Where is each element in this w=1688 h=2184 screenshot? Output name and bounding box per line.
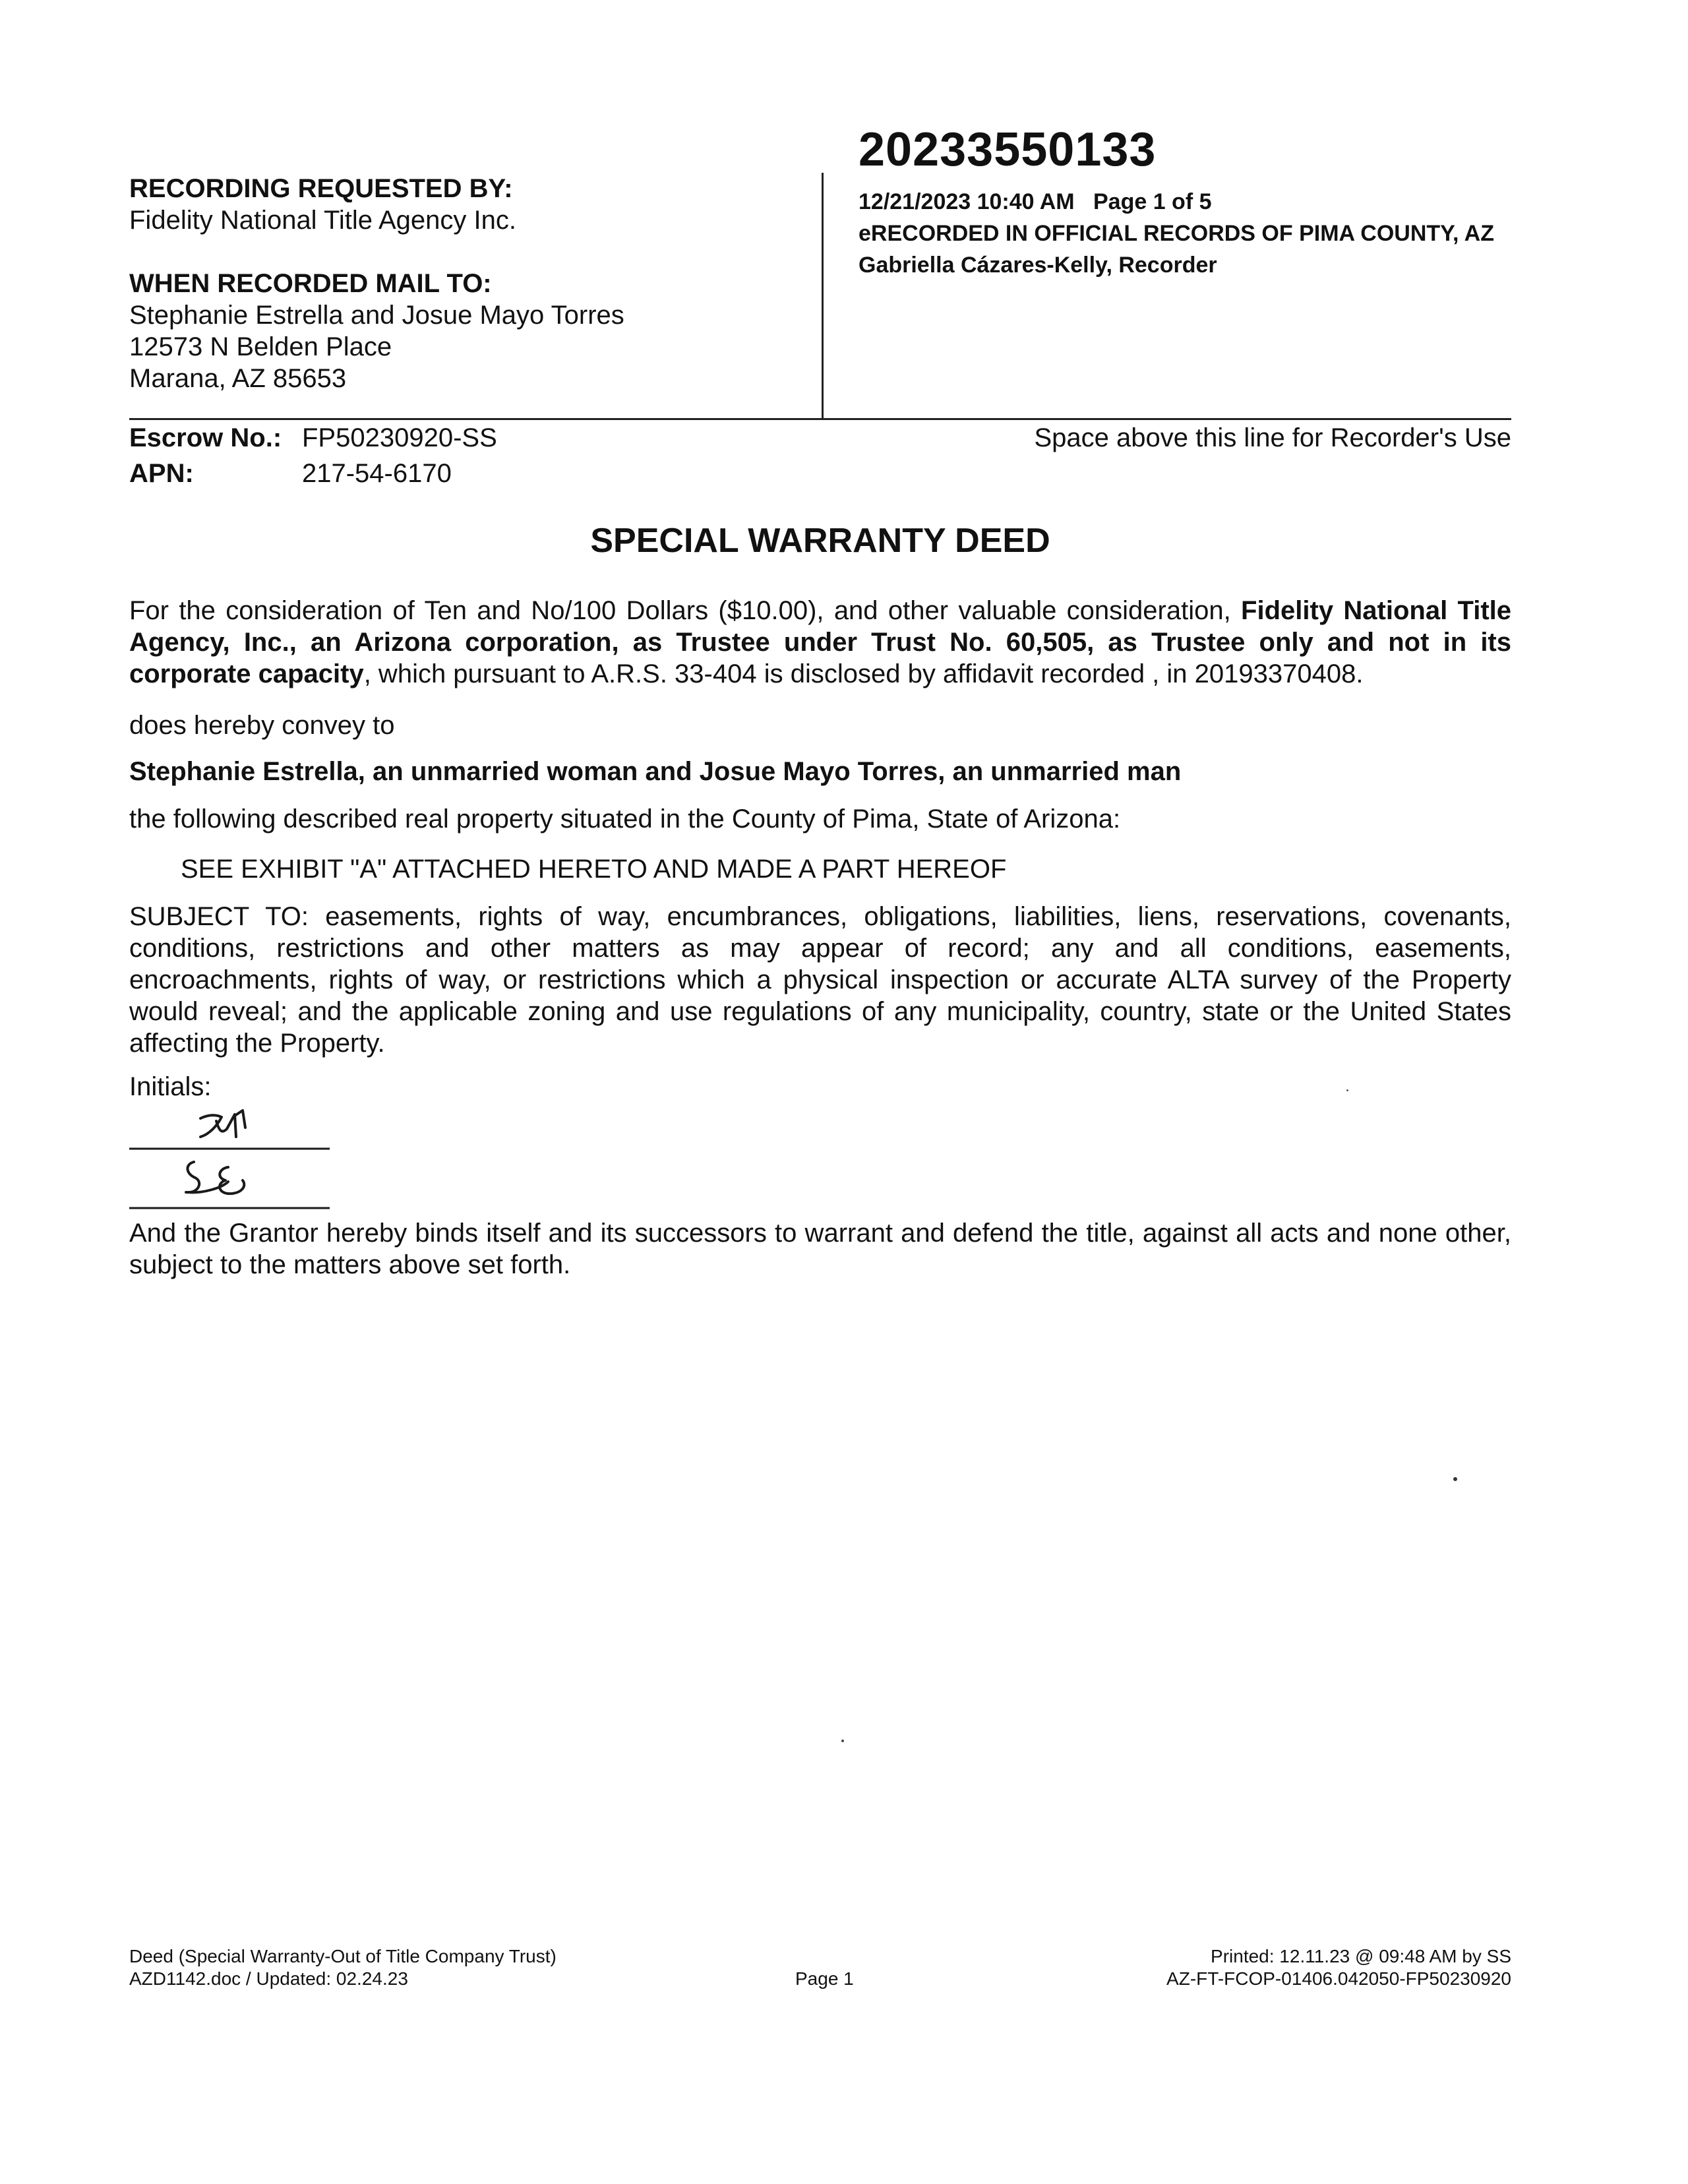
consideration-paragraph [129,595,1511,690]
consideration-text-2: , which pursuant to A.R.S. 33-404 is disclosed by affidavit recorded , in 20193370408. [363,659,1364,688]
footer-form-name: Deed (Special Warranty-Out of Title Company Trust) [129,1946,557,1966]
apn-row [129,458,452,489]
deed-title: SPECIAL WARRANTY DEED [590,522,1050,560]
recording-requested-label: RECORDING REQUESTED BY: [129,174,513,203]
convey-line: does hereby convey to [129,711,395,740]
scan-speck [1453,1477,1457,1481]
record-page-info: Page 1 of 5 [1093,189,1212,214]
mail-to-label: WHEN RECORDED MAIL TO: [129,269,492,298]
footer-left [129,1945,557,1990]
header-divider-vertical [822,173,824,419]
grantees: Stephanie Estrella, an unmarried woman and Josue Mayo Torres, an unmarried man [129,757,1182,786]
recording-stamp [859,186,1584,281]
escrow-number: FP50230920-SS [302,423,497,452]
apn-label: APN: [129,459,194,488]
recording-requested-value: Fidelity National Title Agency Inc. [129,206,516,235]
recording-requested-block [129,173,789,236]
warranty-paragraph: And the Grantor hereby binds itself and its successors to warrant and defend the title, against all acts and none other, subject to the matters above set forth. [129,1219,1511,1279]
footer-file-code: AZ-FT-FCOP-01406.042050-FP50230920 [1166,1968,1511,1989]
subject-to-paragraph: SUBJECT TO: easements, rights of way, encumbrances, obligations, liabilities, liens, reservations, covenants, conditions, restrictions and other matters as may appear of record; any and all conditions, easements, encroachments, rights of way, or restrictions which a physical inspection or accurate ALTA survey of the Property would reveal; and the applicable zoning and use regulations of any municipality, country, state or the United States affecting the Property. [129,902,1511,1058]
escrow-row [129,422,497,454]
exhibit-reference: SEE EXHIBIT "A" ATTACHED HERETO AND MADE A PART HEREOF [181,855,1007,884]
footer-page: Page 1 [795,1968,854,1989]
initials-signatures [129,1101,340,1213]
footer-right [1166,1945,1511,1990]
document-number: 20233550133 [859,123,1157,176]
scan-speck [1346,1089,1348,1091]
mail-to-street: 12573 N Belden Place [129,332,392,361]
grantor-name: Fidelity National Title Agency, Inc., an Arizona corporation, as Trustee under Trust No. 60,505, as Trustee only and not in its corporate capacity [129,596,1511,688]
scan-speck [841,1740,844,1742]
initials-se-handwriting [186,1162,244,1194]
mail-to-city: Marana, AZ 85653 [129,364,347,393]
initials-jm-handwriting [200,1110,245,1137]
mail-to-name: Stephanie Estrella and Josue Mayo Torres [129,301,624,330]
recorder-name: Gabriella Cázares-Kelly, Recorder [859,253,1217,278]
property-intro: the following described real property situated in the County of Pima, State of Arizona: [129,804,1121,834]
apn-number: 217-54-6170 [302,459,452,488]
recorder-space-note: Space above this line for Recorder's Use [1034,423,1511,452]
consideration-text-1: For the consideration of Ten and No/100 Dollars ($10.00), and other valuable consideration, [129,596,1242,625]
footer-printed: Printed: 12.11.23 @ 09:48 AM by SS [1211,1946,1511,1966]
footer-form-file: AZD1142.doc / Updated: 02.24.23 [129,1968,408,1989]
escrow-label: Escrow No.: [129,423,282,452]
record-datetime: 12/21/2023 10:40 AM [859,189,1075,214]
recorder-line [129,418,1511,420]
mail-to-block [129,268,789,394]
recorded-line: eRECORDED IN OFFICIAL RECORDS OF PIMA COUNTY, AZ [859,221,1495,246]
initials-label: Initials: [129,1072,212,1101]
